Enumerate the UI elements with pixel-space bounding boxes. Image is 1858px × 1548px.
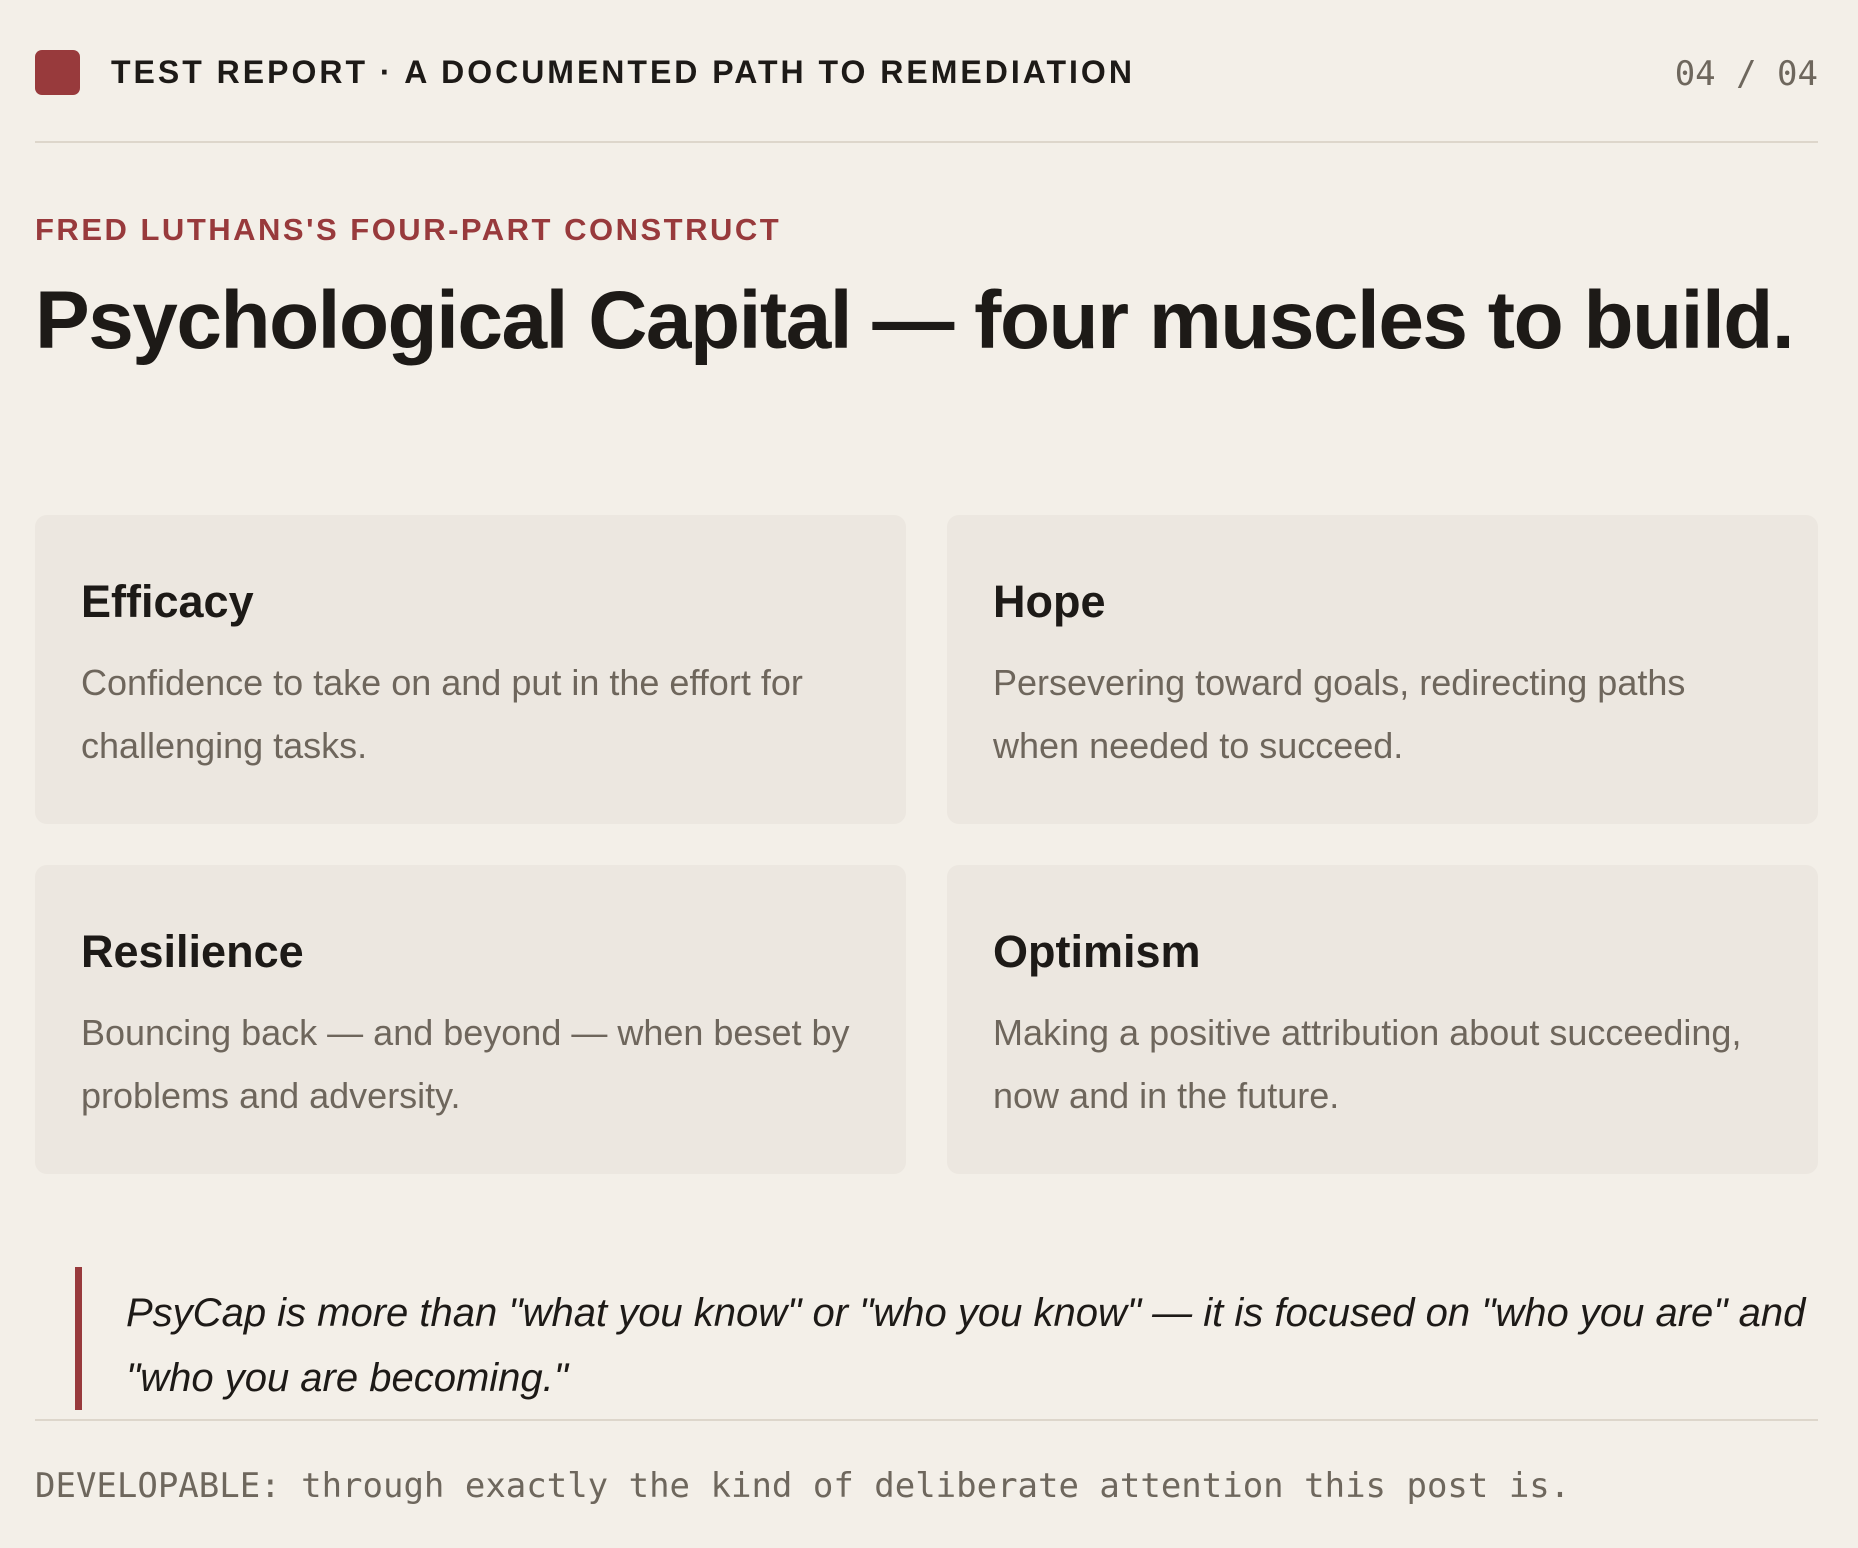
- page-title: Psychological Capital — four muscles to build.: [35, 275, 1794, 366]
- card-body: Bouncing back — and beyond — when beset by problems and adversity.: [81, 1012, 850, 1116]
- header: [35, 48, 1818, 98]
- card-optimism: [947, 865, 1818, 1174]
- bottom-divider: [35, 1419, 1818, 1421]
- card-title: Hope: [993, 576, 1106, 627]
- page-counter: 04 / 04: [1674, 54, 1818, 94]
- card-title: Resilience: [81, 926, 304, 977]
- footer-note: DEVELOPABLE: through exactly the kind of deliberate attention this post is.: [35, 1466, 1571, 1506]
- slide-page: [35, 0, 1818, 1548]
- pull-quote: PsyCap is more than "what you know" or "who you know" — it is focused on "who you are" and "who you are becoming.": [75, 1267, 1858, 1410]
- card-body: Persevering toward goals, redirecting paths when needed to succeed.: [993, 662, 1686, 766]
- card-resilience: [35, 865, 906, 1174]
- top-divider: [35, 141, 1818, 143]
- eyebrow-label: FRED LUTHANS'S FOUR-PART CONSTRUCT: [35, 212, 782, 247]
- card-body: Making a positive attribution about succeeding, now and in the future.: [993, 1012, 1742, 1116]
- card-body: Confidence to take on and put in the effort for challenging tasks.: [81, 662, 803, 766]
- card-title: Optimism: [993, 926, 1201, 977]
- card-title: Efficacy: [81, 576, 254, 627]
- card-efficacy: [35, 515, 906, 824]
- card-hope: [947, 515, 1818, 824]
- header-title: TEST REPORT · A DOCUMENTED PATH TO REMEDIATION: [111, 54, 1135, 90]
- brand-square-icon: [35, 50, 80, 95]
